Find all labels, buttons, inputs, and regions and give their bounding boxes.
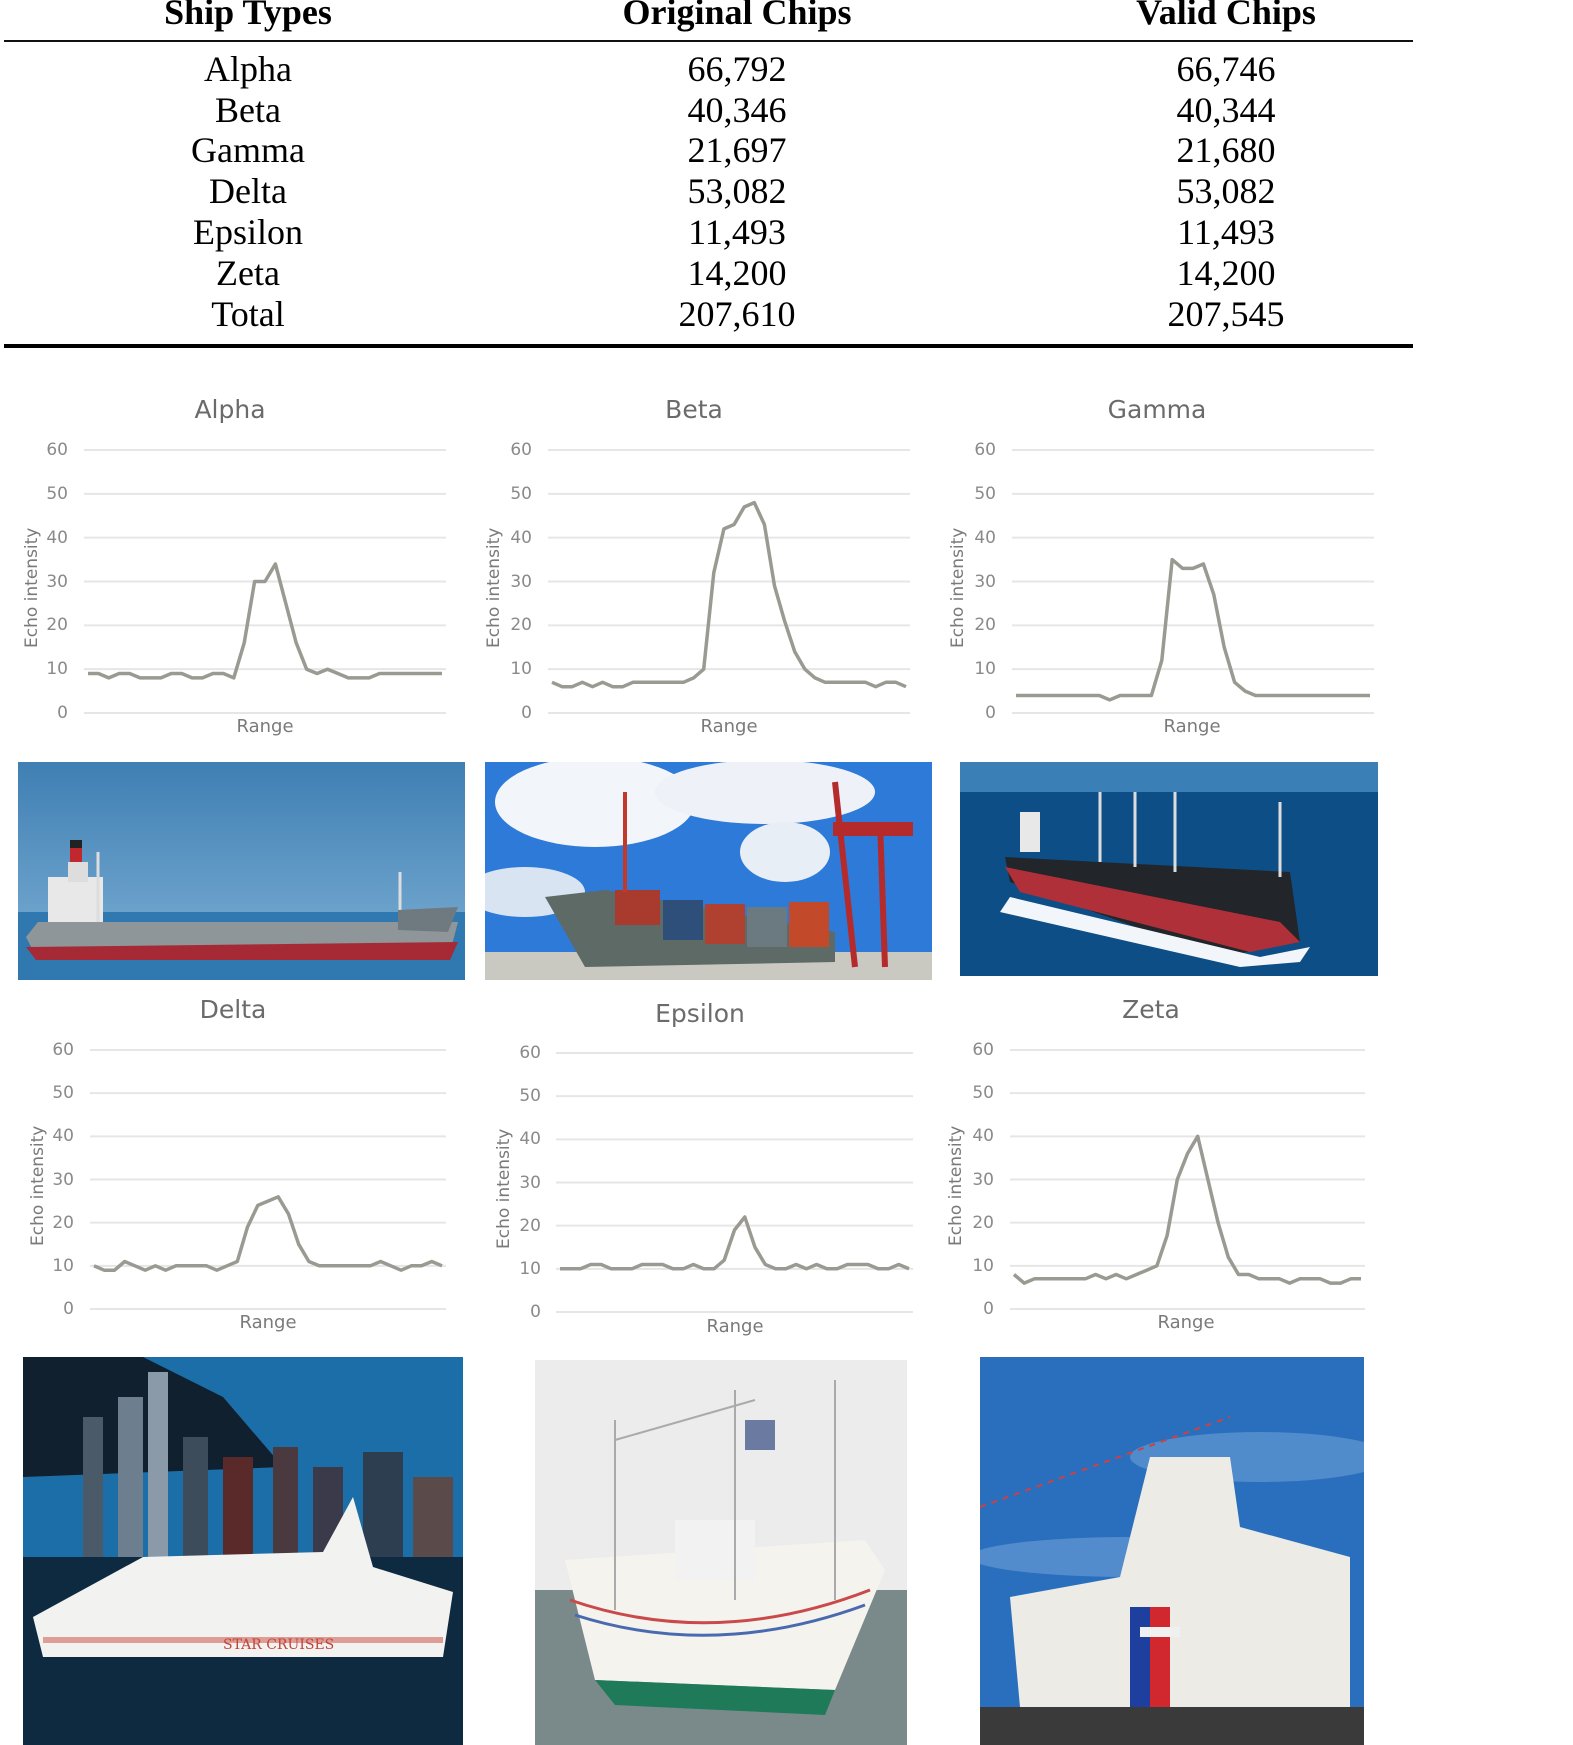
y-tick-label: 40 xyxy=(46,527,68,548)
row-original: 53,082 xyxy=(687,171,787,211)
row-original: 21,697 xyxy=(687,130,787,170)
y-tick-label: 10 xyxy=(972,1255,994,1276)
y-tick-label: 60 xyxy=(519,1043,541,1063)
photo-zeta xyxy=(980,1357,1364,1745)
y-tick-label: 30 xyxy=(46,571,68,592)
chart-title: Alpha xyxy=(194,395,266,424)
y-tick-label: 0 xyxy=(63,1299,74,1319)
row-valid: 21,680 xyxy=(1176,130,1276,170)
y-tick-label: 50 xyxy=(519,1086,541,1107)
row-type: Gamma xyxy=(191,130,305,170)
y-tick-label: 0 xyxy=(521,703,532,723)
container-ship-image xyxy=(485,762,932,980)
y-tick-label: 40 xyxy=(519,1129,541,1150)
coast-guard-ship-image xyxy=(980,1357,1364,1745)
y-tick-label: 40 xyxy=(972,1126,994,1147)
row-original: 66,792 xyxy=(687,49,787,89)
y-tick-label: 60 xyxy=(972,1040,994,1060)
y-tick-label: 40 xyxy=(510,527,532,548)
photo-gamma xyxy=(960,762,1378,976)
y-axis-label: Echo intensity xyxy=(948,527,968,648)
chart-title: Gamma xyxy=(1107,395,1207,424)
y-tick-label: 10 xyxy=(974,659,996,680)
y-tick-label: 30 xyxy=(510,571,532,592)
y-tick-label: 20 xyxy=(974,615,996,636)
header-valid-chips: Valid Chips xyxy=(1136,0,1316,32)
x-axis-label: Range xyxy=(1163,716,1221,737)
photo-beta xyxy=(485,762,932,980)
y-tick-label: 20 xyxy=(510,615,532,636)
y-tick-label: 50 xyxy=(46,483,68,504)
y-tick-label: 50 xyxy=(510,483,532,504)
star-cruises-hull-text: STAR CRUISES xyxy=(223,1637,335,1653)
row-type: Beta xyxy=(215,90,281,130)
y-tick-label: 40 xyxy=(52,1126,74,1147)
chart-title: Beta xyxy=(665,395,723,424)
row-valid: 14,200 xyxy=(1176,253,1276,293)
row-type: Zeta xyxy=(216,253,280,293)
row-original: 40,346 xyxy=(687,90,787,130)
photo-epsilon xyxy=(535,1360,907,1745)
photo-delta xyxy=(23,1357,463,1745)
y-tick-label: 30 xyxy=(972,1169,994,1190)
y-tick-label: 60 xyxy=(46,440,68,460)
row-original: 14,200 xyxy=(687,253,787,293)
x-axis-label: Range xyxy=(706,1316,764,1337)
y-tick-label: 50 xyxy=(972,1083,994,1104)
row-valid: 40,344 xyxy=(1176,90,1276,130)
y-tick-label: 50 xyxy=(52,1083,74,1104)
row-valid: 207,545 xyxy=(1167,294,1285,334)
y-tick-label: 10 xyxy=(510,659,532,680)
y-tick-label: 30 xyxy=(519,1172,541,1193)
y-tick-label: 20 xyxy=(972,1212,994,1233)
chart-title: Epsilon xyxy=(655,999,745,1028)
y-tick-label: 40 xyxy=(974,527,996,548)
y-tick-label: 0 xyxy=(983,1299,994,1319)
y-tick-label: 20 xyxy=(52,1212,74,1233)
y-axis-label: Echo intensity xyxy=(28,1125,48,1246)
y-tick-label: 60 xyxy=(974,440,996,460)
cruise-ship-image xyxy=(23,1357,463,1745)
y-axis-label: Echo intensity xyxy=(946,1125,966,1246)
row-type: Alpha xyxy=(204,49,292,89)
row-type: Epsilon xyxy=(192,212,304,252)
y-axis-label: Echo intensity xyxy=(484,527,504,648)
tanker-ship-image xyxy=(18,762,465,980)
row-type: Delta xyxy=(209,171,287,211)
x-axis-label: Range xyxy=(700,716,758,737)
y-tick-label: 0 xyxy=(985,703,996,723)
y-tick-label: 10 xyxy=(46,659,68,680)
y-tick-label: 10 xyxy=(519,1258,541,1279)
y-tick-label: 60 xyxy=(510,440,532,460)
x-axis-label: Range xyxy=(236,716,294,737)
row-valid: 11,493 xyxy=(1177,212,1275,252)
bulk-carrier-image xyxy=(960,762,1378,976)
y-tick-label: 30 xyxy=(974,571,996,592)
y-tick-label: 20 xyxy=(46,615,68,636)
y-tick-label: 0 xyxy=(530,1302,541,1322)
header-ship-types: Ship Types xyxy=(164,0,332,32)
row-type: Total xyxy=(211,294,285,334)
echo-series-line xyxy=(1014,1136,1361,1283)
x-axis-label: Range xyxy=(1157,1312,1215,1333)
chart-title: Delta xyxy=(199,995,267,1024)
x-axis-label: Range xyxy=(239,1312,297,1333)
y-tick-label: 50 xyxy=(974,483,996,504)
row-valid: 53,082 xyxy=(1176,171,1276,211)
y-tick-label: 10 xyxy=(52,1255,74,1276)
y-axis-label: Echo intensity xyxy=(22,527,42,648)
y-axis-label: Echo intensity xyxy=(494,1128,514,1249)
photo-alpha xyxy=(18,762,465,980)
row-original: 11,493 xyxy=(688,212,786,252)
chart-title: Zeta xyxy=(1122,995,1180,1024)
header-original-chips: Original Chips xyxy=(622,0,852,32)
row-valid: 66,746 xyxy=(1176,49,1276,89)
y-tick-label: 30 xyxy=(52,1169,74,1190)
fishing-boat-image xyxy=(535,1360,907,1745)
y-tick-label: 0 xyxy=(57,703,68,723)
y-tick-label: 20 xyxy=(519,1215,541,1236)
row-original: 207,610 xyxy=(678,294,796,334)
y-tick-label: 60 xyxy=(52,1040,74,1060)
